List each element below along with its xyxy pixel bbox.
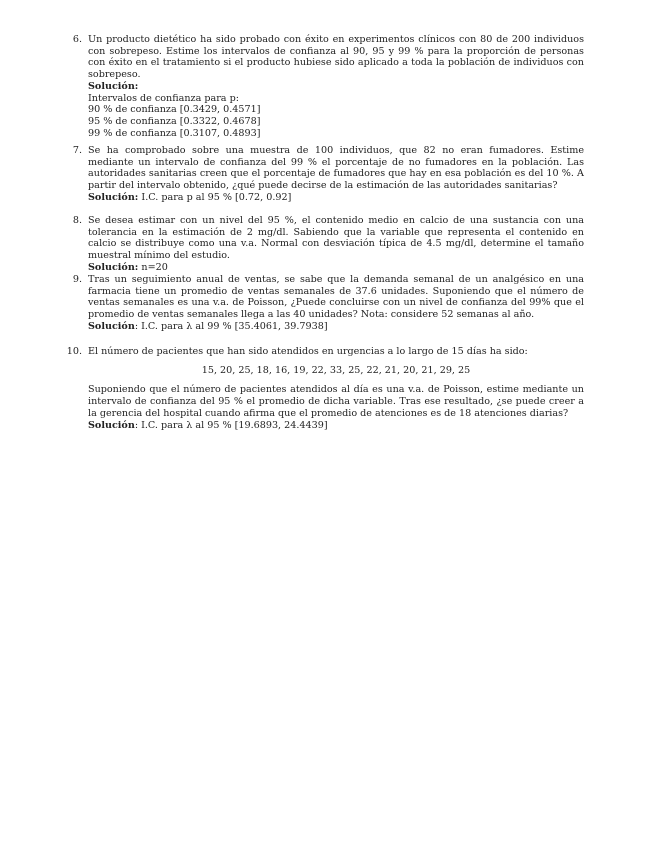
solution-text: I.C. para p al 95 % [0.72, 0.92] <box>141 191 292 203</box>
solution-line: 99 % de confianza [0.3107, 0.4893] <box>88 127 261 139</box>
problem-text: Tras un seguimiento anual de ventas, se sabe que la demanda semanal de un analgésico en una farmacia tiene un promedio de ventas semanales de 37.6 unidades. Suponiendo que el número de ventas semanales es una v.a. de Poisson, ¿Puede concluirse con un nivel de confianza del 99% que el promedio de ventas semanales llega a las 40 unidades? Nota: considere 52 semanas al año. <box>88 274 584 321</box>
problem-number: 9. <box>72 274 82 285</box>
solution-text: n=20 <box>141 261 168 273</box>
problem-body <box>88 34 584 139</box>
solution-row <box>88 420 584 432</box>
solution-row <box>88 192 584 204</box>
problem-text: Se desea estimar con un nivel del 95 %, el contenido medio en calcio de una sustancia con una tolerancia en la estimación de 2 mg/dl. Sabiendo que la variable que representa el contenido en calcio se distribuye como una v.a. Normal con desviación típica de 4.5 mg/dl, determine el tamaño muestral mínimo del estudio. <box>88 215 584 262</box>
problem-number: 8. <box>72 215 82 226</box>
solution-label: Solución <box>88 419 135 431</box>
solution-row <box>88 321 584 333</box>
data-list: 15, 20, 25, 18, 16, 19, 22, 33, 25, 22, 21, 20, 21, 29, 25 <box>201 364 471 376</box>
solution-label: Solución: <box>88 191 139 203</box>
problem-body <box>88 215 584 274</box>
problem-text-continued: Suponiendo que el número de pacientes atendidos al día es una v.a. de Poisson, estime mediante un intervalo de confianza del 95 % el promedio de dicha variable. Tras ese resultado, ¿se puede creer a la gerencia del hospital cuando afirma que el promedio de atenciones es de 18 atenciones diarias? <box>88 384 584 419</box>
solution-label: Solución: <box>88 261 139 273</box>
problem-text: Un producto dietético ha sido probado con éxito en experimentos clínicos con 80 de 200 individuos con sobrepeso. Estime los intervalos de confianza al 90, 95 y 99 % para la proporción de personas con éxito en el tratamiento si el producto hubiese sido aplicado a toda la población de individuos con sobrepeso. <box>88 34 584 81</box>
solution-label: Solución: <box>88 80 139 92</box>
solution-row <box>88 262 584 274</box>
problem-text: Se ha comprobado sobre una muestra de 100 individuos, que 82 no eran fumadores. Estime mediante un intervalo de confianza del 99 % el porcentaje de no fumadores en la población. Las autoridades sanitarias creen que el porcentaje de fumadores que hay en esa población es del 10 %. A partir del intervalo obtenido, ¿qué puede decirse de la estimación de las autoridades sanitarias? <box>88 145 584 192</box>
problem-number: 6. <box>72 34 82 45</box>
solution-line: 90 % de confianza [0.3429, 0.4571] <box>88 104 261 116</box>
solution-line: Intervalos de confianza para p: <box>88 92 239 104</box>
solution-label: Solución <box>88 320 135 332</box>
problem-number: 10. <box>66 346 82 357</box>
solution-line: 95 % de confianza [0.3322, 0.4678] <box>88 115 261 127</box>
solution-text: : I.C. para λ al 99 % [35.4061, 39.7938] <box>134 320 328 332</box>
problem-text: El número de pacientes que han sido atendidos en urgencias a lo largo de 15 días ha sido: <box>88 346 528 357</box>
solution-text: : I.C. para λ al 95 % [19.6893, 24.4439] <box>134 419 328 431</box>
problem-body <box>88 346 584 431</box>
problem-number: 7. <box>72 145 82 156</box>
problem-body <box>88 274 584 333</box>
problem-body <box>88 145 584 204</box>
